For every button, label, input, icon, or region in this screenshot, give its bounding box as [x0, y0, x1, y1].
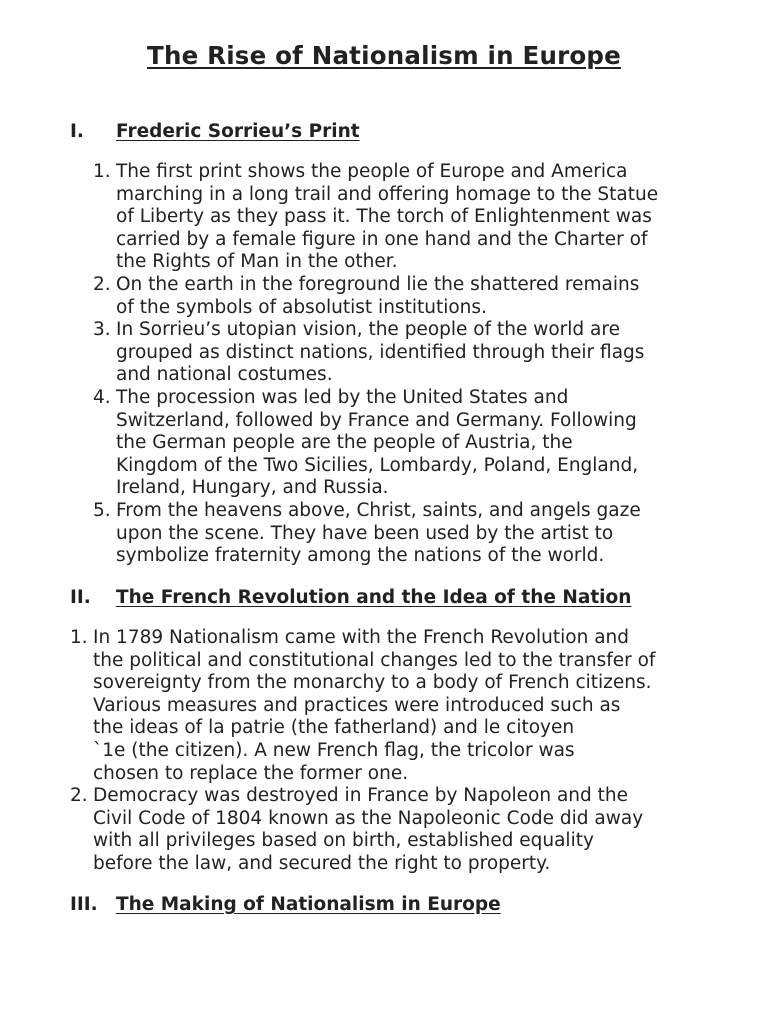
list-item-number: 5.	[93, 499, 111, 521]
list-item	[70, 785, 758, 875]
section-heading-text: The French Revolution and the Idea of the Nation	[116, 587, 632, 608]
section-2-list	[70, 627, 758, 876]
list-item-number: 1.	[70, 627, 88, 648]
list-item-text: The first print shows the people of Europe and America marching in a long trail and offering homage to the Statue of Liberty as they pass it. The torch of Enlightenment was carried by a female figure in one hand and the Charter of the Rights of Man in the other.	[116, 161, 659, 273]
list-item-text: In Sorrieu’s utopian vision, the people of the world are grouped as distinct nations, identified through their flags and national costumes.	[116, 319, 645, 386]
list-item	[93, 499, 756, 568]
section-heading-2	[70, 587, 631, 608]
list-item-number: 1.	[93, 161, 111, 182]
list-item	[93, 386, 756, 500]
list-item	[93, 161, 756, 274]
section-1-list	[93, 161, 756, 568]
list-item-text: Democracy was destroyed in France by Napoleon and the Civil Code of 1804 known as the Napoleonic Code did away with all privileges based on birth, established equality before the law, and secured the right to property.	[93, 785, 644, 874]
section-numeral: III.	[70, 894, 98, 915]
list-item	[93, 319, 756, 387]
section-heading-3	[70, 894, 501, 915]
list-item-text: From the heavens above, Christ, saints, and angels gaze upon the scene. They have been used by the artist to symbolize fraternity among the nations of the world.	[116, 499, 641, 567]
list-item-text: On the earth in the foreground lie the shattered remains of the symbols of absolutist institutions.	[116, 273, 640, 318]
list-item-number: 4.	[93, 386, 111, 408]
list-item-number: 3.	[93, 319, 111, 341]
section-heading-1	[70, 121, 360, 142]
document-title: The Rise of Nationalism in Europe	[147, 41, 621, 70]
list-item-number: 2.	[70, 785, 88, 807]
list-item-text: The procession was led by the United States and Switzerland, followed by France and Germany. Following the German people are the people of Austria, the Kingdom of the Two Sicilies, Lombardy, Poland, England, Ireland, Hungary, and Russia.	[116, 386, 639, 499]
list-item	[93, 273, 756, 319]
section-heading-text: Frederic Sorrieu’s Print	[116, 121, 360, 142]
section-numeral: I.	[70, 121, 84, 142]
section-heading-text: The Making of Nationalism in Europe	[116, 894, 501, 915]
list-item-text: In 1789 Nationalism came with the French Revolution and the political and constitutional changes led to the transfer of sovereignty from the monarchy to a body of French citizens. Various measures and practices were introduced such as the ideas of la patrie (the fatherland) and le citoyen `1e (the citizen). A new French flag, the tricolor was chosen to replace the former one.	[93, 627, 656, 784]
list-item	[70, 627, 758, 785]
list-item-number: 2.	[93, 273, 111, 295]
section-numeral: II.	[70, 587, 91, 608]
